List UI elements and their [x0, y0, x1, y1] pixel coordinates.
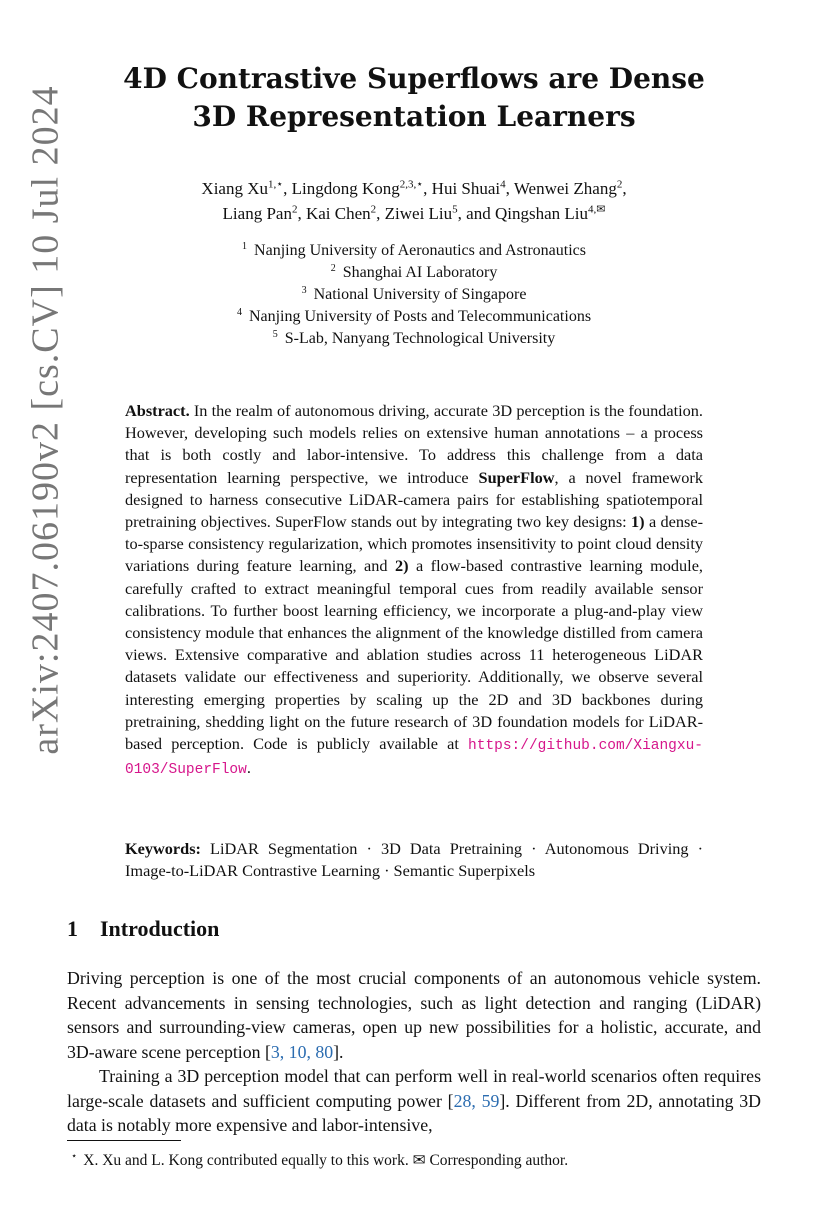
- citation[interactable]: 28, 59: [453, 1090, 500, 1111]
- author: Wenwei Zhang$^2$,: [513, 178, 627, 198]
- paragraph: Driving perception is one of the most crucial components of an autonomous vehicle system. Recent advancements in sensing technologies, such as light detection and ranging (LiDAR) sensors and surrounding-view cameras, open up new possibilities for a holistic, accurate, and 3D-aware scene perception [3, 10, 80].: [67, 968, 761, 1062]
- code-link[interactable]: https://github.com/Xiangxu-0103/SuperFlow: [125, 738, 703, 779]
- affiliation: $^3$ National University of Singapore: [301, 284, 527, 303]
- keywords: Keywords: LiDAR Segmentation · 3D Data Pretraining · Autonomous Driving · Image-to-LiDAR Contrastive Learning · Semantic Superpixels: [125, 839, 703, 881]
- affiliation: $^4$ Nanjing University of Posts and Telecommunications: [236, 306, 592, 325]
- paper-title: 4D Contrastive Superflows are Dense 3D Representation Learners: [123, 62, 705, 133]
- author-list: [100, 176, 728, 226]
- author: Lingdong Kong$^{2,3,⋆}$,: [291, 178, 432, 198]
- section-number: 1: [67, 916, 78, 941]
- affiliation-list: [100, 240, 728, 350]
- abstract: Abstract. In the realm of autonomous driving, accurate 3D perception is the foundation. However, developing such models relies on extensive human annotations – a process that is both costly and labor-intensive. To address this challenge from a data representation learning perspective, we introduce SuperFlow, a novel framework designed to harness consecutive LiDAR-camera pairs for establishing spatiotemporal pretraining objectives. SuperFlow stands out by integrating two key designs: 1) a dense-to-sparse consistency regularization, which promotes insensitivity to point cloud density variations during feature learning, and 2) a flow-based contrastive learning module, carefully crafted to extract meaningful temporal cues from readily available sensor calibrations. To further boost learning efficiency, we incorporate a plug-and-play view consistency module that enhances the alignment of the knowledge distilled from camera views. Extensive comparative and ablation studies across 11 heterogeneous LiDAR datasets validate our effectiveness and superiority. Additionally, we observe several interesting emerging properties by scaling up the 2D and 3D backbones during pretraining, shedding light on the future research of 3D foundation models for LiDAR-based perception. Code is publicly available at https://github.com/Xiangxu-0103/SuperFlow.: [125, 401, 704, 779]
- author: Qingshan Liu$^{4,✉}$: [494, 203, 606, 223]
- abstract-label: Abstract.: [125, 401, 190, 420]
- footnote-rule: [67, 1140, 181, 1141]
- arxiv-identifier: arXiv:2407.06190v2 [cs.CV] 10 Jul 2024: [25, 85, 67, 755]
- method-name: SuperFlow: [478, 467, 555, 487]
- section-heading: [67, 916, 219, 942]
- affiliation: $^5$ S-Lab, Nanyang Technological University: [272, 328, 556, 347]
- affiliation: $^2$ Shanghai AI Laboratory: [330, 262, 498, 281]
- keywords-label: Keywords:: [125, 839, 201, 858]
- arxiv-stamp: [16, 60, 76, 780]
- author: Liang Pan$^2$,: [222, 203, 306, 223]
- author: Kai Chen$^2$,: [305, 203, 385, 223]
- footnote-mark: ⋆: [71, 1151, 78, 1162]
- paragraph: Training a 3D perception model that can perform well in real-world scenarios often requires large-scale datasets and sufficient computing power [28, 59]. Different from 2D, annotating 3D data is notably more expensive and labor-intensive,: [67, 1066, 762, 1135]
- author: Xiang $Xu^{1,⋆}$,: [201, 178, 292, 198]
- author: Ziwei Liu$^5$, and: [384, 203, 495, 223]
- footnote: ⋆ X. Xu and L. Kong contributed equally to this work. ✉ Corresponding author.: [71, 1151, 569, 1170]
- citation[interactable]: 3, 10, 80: [270, 1041, 334, 1062]
- introduction-body: [67, 966, 761, 1138]
- affiliation: $^1$ Nanjing University of Aeronautics and Astronautics: [242, 240, 586, 259]
- author: Hui Shuai$^4$,: [431, 178, 514, 198]
- section-title: Introduction: [100, 916, 220, 941]
